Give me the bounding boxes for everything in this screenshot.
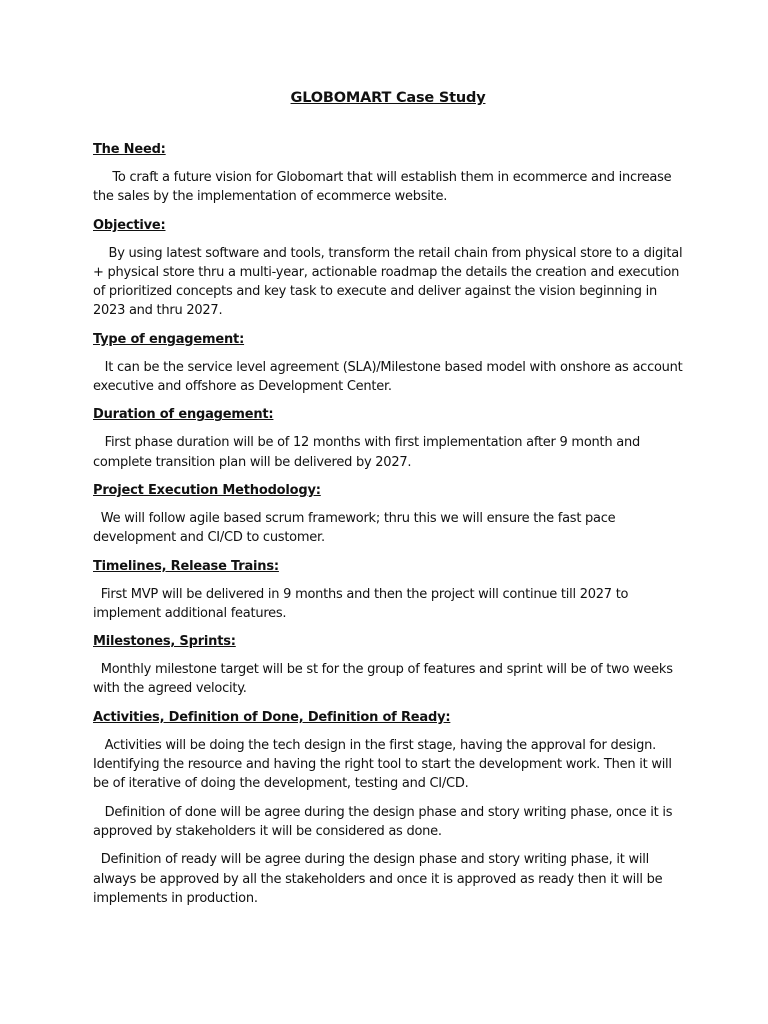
section-duration-of-engagement xyxy=(93,405,683,472)
section-heading: The Need: xyxy=(93,142,166,157)
section-heading: Timelines, Release Trains: xyxy=(93,558,279,574)
document-title: GLOBOMART Case Study xyxy=(290,90,486,106)
section-heading: Type of engagement: xyxy=(93,331,245,347)
section-type-of-engagement xyxy=(93,330,687,397)
section-heading: Milestones, Sprints: xyxy=(93,634,236,650)
section-milestones-sprints xyxy=(93,632,683,699)
section-paragraph: To craft a future vision for Globomart that will establish them in ecommerce and increase the sales by the implementation of ecommerce website. xyxy=(93,170,676,205)
section-timelines-release-trains xyxy=(93,557,683,624)
section-the-need xyxy=(93,140,683,207)
section-project-execution-methodology xyxy=(93,481,683,548)
section-paragraph: Definition of done will be agree during the design phase and story writing phase, once it is approved by stakeholders it will be considered as done. xyxy=(93,804,677,839)
document-page xyxy=(93,88,687,917)
section-paragraph: Activities will be doing the tech design in the first stage, having the approval for design. Identifying the resource and having the right tool to start the development work. Then it will be of iterative of doing the development, testing and CI/CD. xyxy=(93,737,676,792)
section-heading: Project Execution Methodology: xyxy=(93,482,321,498)
section-heading: Duration of engagement: xyxy=(93,407,274,423)
section-paragraph: Definition of ready will be agree during the design phase and story writing phase, it will always be approved by all the stakeholders and once it is approved as ready then it will be implements in production. xyxy=(93,852,667,906)
section-paragraph: First MVP will be delivered in 9 months and then the project will continue till 2027 to implement additional features. xyxy=(93,586,633,621)
section-objective xyxy=(93,216,687,321)
section-paragraph: It can be the service level agreement (SLA)/Milestone based model with onshore as account executive and offshore as Development Center. xyxy=(93,359,687,395)
section-paragraph: We will follow agile based scrum framework; thru this we will ensure the fast pace development and CI/CD to customer. xyxy=(93,510,620,546)
section-paragraph: First phase duration will be of 12 months with first implementation after 9 month and complete transition plan will be delivered by 2027. xyxy=(93,435,644,470)
section-paragraph: Monthly milestone target will be st for the group of features and sprint will be of two weeks with the agreed velocity. xyxy=(93,662,677,697)
section-heading: Objective: xyxy=(93,217,166,233)
section-heading: Activities, Definition of Done, Definition of Ready: xyxy=(93,709,451,725)
section-paragraph: By using latest software and tools, transform the retail chain from physical store to a digital + physical store thru a multi-year, actionable roadmap the details the creation and execution of prioritized concepts and key task to execute and deliver against the vision beginning in 2023 and thru 2027. xyxy=(93,245,687,319)
section-activities-definitions xyxy=(93,708,683,908)
